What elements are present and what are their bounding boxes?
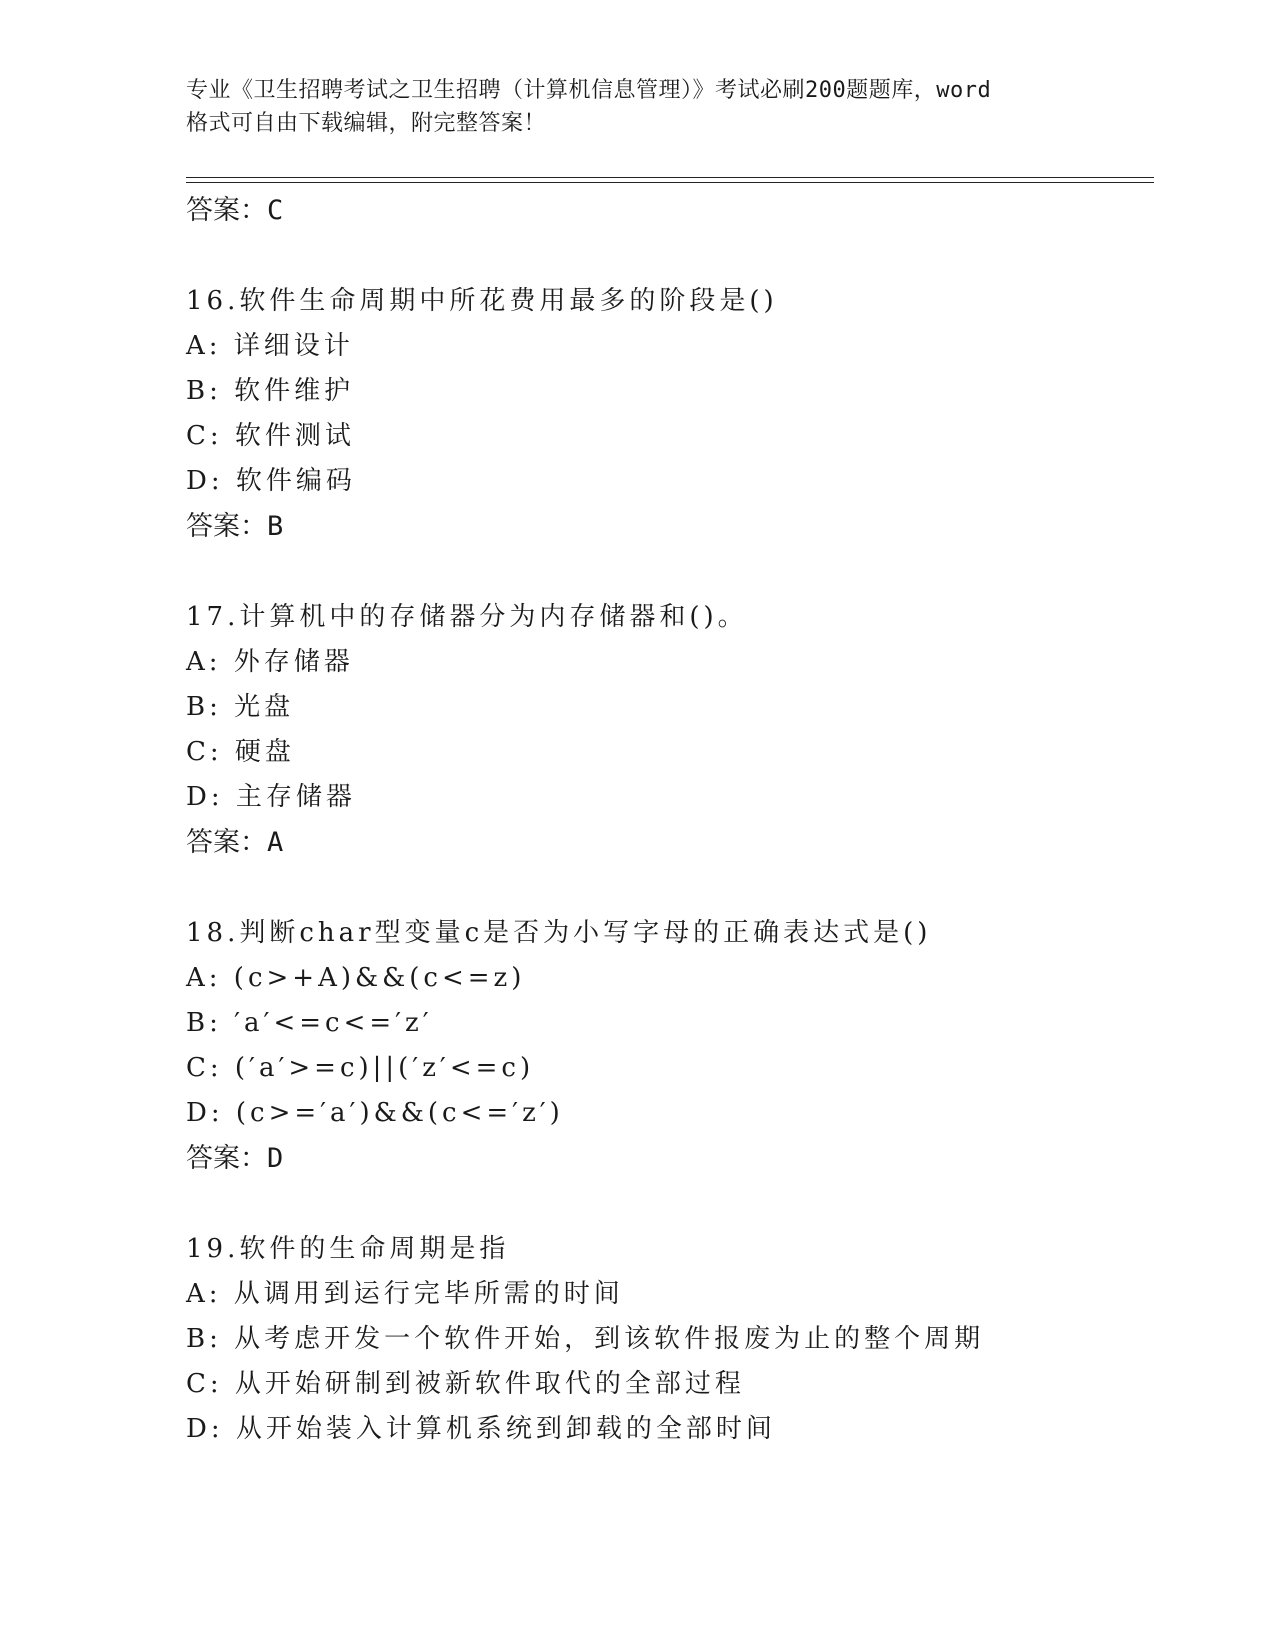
- option-c: C: 软件测试: [186, 421, 355, 451]
- question-text: 18.判断char型变量c是否为小写字母的正确表达式是(): [186, 918, 932, 948]
- spacer: [186, 1181, 1154, 1227]
- option-d: D: 软件编码: [186, 466, 356, 496]
- option-a: A: 从调用到运行完毕所需的时间: [186, 1279, 624, 1309]
- answer-line: 答案：C: [186, 195, 284, 226]
- question-list: [186, 188, 1154, 1452]
- document-header: [186, 74, 1086, 140]
- spacer: [186, 233, 1154, 279]
- option-b: B: 软件维护: [186, 376, 355, 406]
- spacer: [186, 549, 1154, 595]
- option-c: C: 从开始研制到被新软件取代的全部过程: [186, 1369, 745, 1399]
- header-rule-bottom: [186, 182, 1154, 183]
- option-b: B: 光盘: [186, 692, 295, 722]
- answer-line: 答案：A: [186, 827, 284, 858]
- question-text: 16.软件生命周期中所花费用最多的阶段是(): [186, 286, 778, 316]
- answer-line: 答案：D: [186, 1143, 284, 1174]
- option-c: C: (′a′>=c)||(′z′<=c): [186, 1053, 535, 1083]
- option-a: A: (c>+A)&&(c<=z): [186, 963, 526, 993]
- option-b: B: ′a′<=c<=′z′: [186, 1008, 433, 1038]
- question-block-18: [186, 911, 1154, 1181]
- header-rule-top: [186, 177, 1154, 178]
- option-a: A: 外存储器: [186, 647, 354, 677]
- header-line-2: 格式可自由下载编辑，附完整答案！: [186, 111, 547, 136]
- answer-line: 答案：B: [186, 511, 284, 542]
- header-line-1: 专业《卫生招聘考试之卫生招聘（计算机信息管理）》考试必刷200题题库，word: [186, 78, 992, 103]
- question-text: 19.软件的生命周期是指: [186, 1234, 510, 1264]
- option-d: D: 主存储器: [186, 782, 356, 812]
- option-a: A: 详细设计: [186, 331, 354, 361]
- option-b: B: 从考虑开发一个软件开始，到该软件报废为止的整个周期: [186, 1324, 985, 1354]
- question-block-19: [186, 1227, 1154, 1452]
- option-d: D: 从开始装入计算机系统到卸载的全部时间: [186, 1414, 776, 1444]
- spacer: [186, 865, 1154, 911]
- option-c: C: 硬盘: [186, 737, 295, 767]
- option-d: D: (c>=′a′)&&(c<=′z′): [186, 1098, 564, 1128]
- question-text: 17.计算机中的存储器分为内存储器和()。: [186, 602, 748, 632]
- question-block-16: [186, 279, 1154, 549]
- question-block-17: [186, 595, 1154, 865]
